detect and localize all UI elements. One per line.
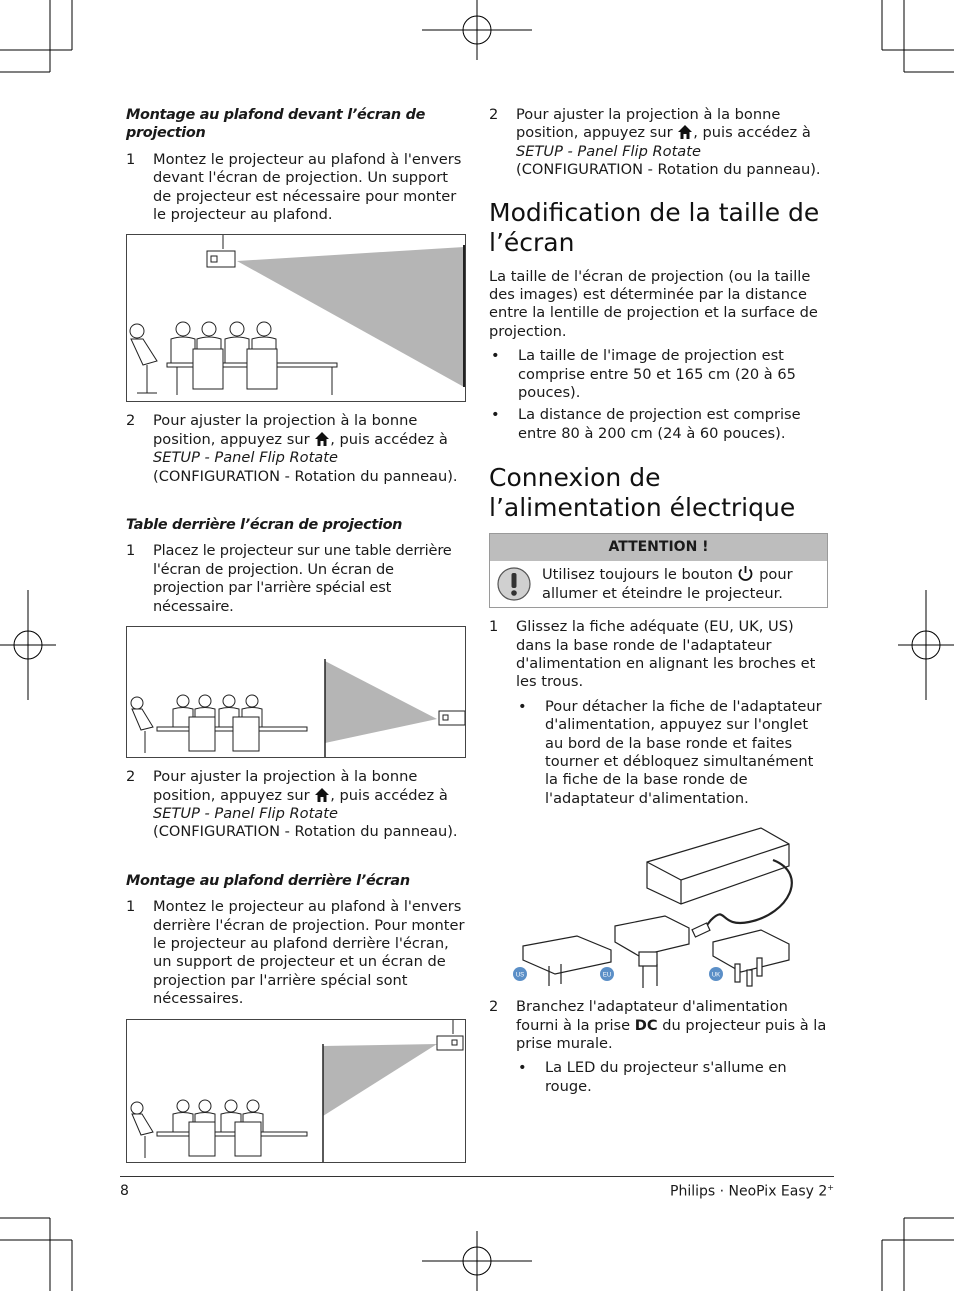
step-text: [516, 998, 829, 1053]
step-number: 2: [126, 412, 136, 430]
bullet-dot: •: [491, 347, 500, 365]
ceiling-rear-illustration: [127, 1020, 465, 1162]
step-text: Placez le projecteur sur une table derrière l'écran de projection. Un écran de projection par l'arrière spécial est nécessaire.: [153, 542, 452, 615]
list-item-text: La distance de projection est comprise entre 80 à 200 cm (24 à 60 pouces).: [518, 406, 801, 442]
section-title-table-rear: Table derrière l’écran de projection: [126, 517, 403, 534]
step-number: 2: [489, 106, 499, 123]
section-title-ceiling-rear: Montage au plafond derrière l’écran: [126, 872, 410, 889]
projector-icon: [437, 1036, 463, 1050]
power-adapter-illustration: [489, 814, 829, 990]
paragraph: La taille de l'écran de projection (ou la taille des images) est déterminée par la distance entre la lentille de projection et la surface de projection.: [489, 267, 818, 340]
audience-icon: [131, 1100, 307, 1158]
step-text-part: , puis accédez à: [330, 430, 448, 448]
bullet-dot: •: [518, 1059, 527, 1077]
step-number: 2: [126, 768, 136, 786]
step: [126, 412, 466, 486]
right-column: [489, 106, 829, 1100]
step-text-part: (CONFIGURATION - Rotation du panneau).: [153, 467, 458, 485]
page-number: 8: [120, 1183, 129, 1199]
footer-title: [670, 1183, 834, 1200]
step-text-part: Pour ajuster la projection à la bonne position, appuyez sur: [153, 412, 418, 448]
step-text: Glissez la fiche adéquate (EU, UK, US) dans la base ronde de l'adaptateur d'alimentation en alignant les broches et les trous.: [516, 618, 816, 691]
warning-box: [489, 533, 828, 608]
step-text: [153, 768, 466, 842]
table-rear-illustration: [127, 627, 465, 757]
warning-text: [542, 565, 821, 603]
plug-label-eu: EU: [602, 972, 612, 979]
step-text: Montez le projecteur au plafond à l'envers devant l'écran de projection. Un support de projecteur est nécessaire pour monter le projecteur au plafond.: [153, 150, 462, 224]
exclamation-icon: [494, 566, 534, 602]
list-item: [516, 1059, 829, 1096]
home-icon: [314, 431, 330, 447]
projection-beam: [323, 1044, 437, 1116]
step: [489, 106, 829, 180]
step-number: 1: [126, 898, 136, 916]
step: [126, 151, 466, 225]
heading-screen-size: Modification de la taille de l’écran: [489, 197, 820, 257]
step-number: 2: [489, 998, 499, 1016]
ceiling-front-illustration: [127, 235, 465, 401]
warning-text-part: Utilisez toujours le bouton: [542, 566, 738, 584]
step: [126, 542, 466, 616]
section-title-ceiling-front: Montage au plafond devant l’écran de projection: [126, 107, 426, 142]
bullet-dot: •: [518, 697, 527, 715]
home-icon: [314, 787, 330, 803]
list-item: [489, 406, 829, 443]
step: [126, 898, 466, 1008]
footer-rule: [120, 1176, 834, 1177]
figure-ceiling-front: [126, 234, 466, 402]
home-icon: [677, 124, 693, 140]
warning-title: ATTENTION !: [490, 534, 827, 561]
step: [489, 618, 829, 692]
menu-path: SETUP - Panel Flip Rotate: [516, 142, 701, 160]
eu-plug: [615, 916, 689, 956]
plug-label-uk: UK: [711, 972, 721, 979]
step-text-part: Branchez l'adaptateur d'alimentation fourni à la prise: [516, 998, 788, 1034]
step-text: Montez le projecteur au plafond à l'envers derrière l'écran de projection. Pour monter le projecteur au plafond derrière l'écran, un support de projecteur et un écran de projection par l'arrière spécial sont nécessaires.: [153, 898, 465, 1008]
step-text-part: Pour ajuster la projection à la bonne position, appuyez sur: [516, 106, 781, 142]
menu-path: SETUP - Panel Flip Rotate: [153, 804, 338, 822]
projection-beam: [325, 661, 437, 743]
step-number: 1: [489, 618, 499, 636]
list-item-text: Pour détacher la fiche de l'adaptateur d'alimentation, appuyez sur l'onglet au bord de la base ronde et faites tourner et débloquez simultanément la fiche de la base ronde de l'adaptateur d'alimentation.: [545, 697, 822, 807]
step-number: 1: [126, 150, 136, 168]
left-column: [126, 106, 466, 1173]
audience-icon: [131, 695, 307, 753]
list-item-text: La LED du projecteur s'allume en rouge.: [545, 1059, 787, 1095]
heading-power: Connexion de l’alimentation électrique: [489, 463, 796, 523]
step: [489, 998, 829, 1053]
step-text-part: (CONFIGURATION - Rotation du panneau).: [516, 161, 821, 179]
dc-label: DC: [634, 1016, 658, 1034]
us-plug: [523, 936, 611, 974]
list-item-text: La taille de l'image de projection est comprise entre 50 et 165 cm (20 à 65 pouces).: [518, 347, 796, 402]
plug-label-us: US: [515, 972, 525, 979]
step-number: 1: [126, 542, 136, 560]
audience-icon: [130, 322, 337, 395]
figure-ceiling-rear: [126, 1019, 466, 1163]
adapter-body: [647, 828, 789, 904]
figure-power-adapter: [489, 814, 829, 990]
step-text-part: du projecteur puis à la prise murale.: [516, 1016, 827, 1052]
step-text-part: Pour ajuster la projection à la bonne position, appuyez sur: [153, 768, 418, 804]
step-text-part: , puis accédez à: [693, 124, 811, 142]
list-item: [516, 698, 829, 808]
power-icon: [737, 565, 754, 582]
step-text-part: (CONFIGURATION - Rotation du panneau).: [153, 823, 458, 841]
warning-text-part: pour allumer et éteindre le projecteur.: [542, 566, 793, 602]
footer-title-text: Philips · NeoPix Easy 2: [670, 1183, 828, 1200]
menu-path: SETUP - Panel Flip Rotate: [153, 449, 338, 467]
warning-body: [490, 561, 827, 607]
list-item: [489, 347, 829, 402]
footer-title-sup: +: [827, 1183, 834, 1192]
figure-table-rear: [126, 626, 466, 758]
step-text-part: , puis accédez à: [330, 786, 448, 804]
bullet-dot: •: [491, 406, 500, 424]
uk-plug: [713, 930, 789, 972]
step: [126, 768, 466, 842]
step-text: [153, 412, 466, 486]
step-text: [516, 106, 829, 180]
